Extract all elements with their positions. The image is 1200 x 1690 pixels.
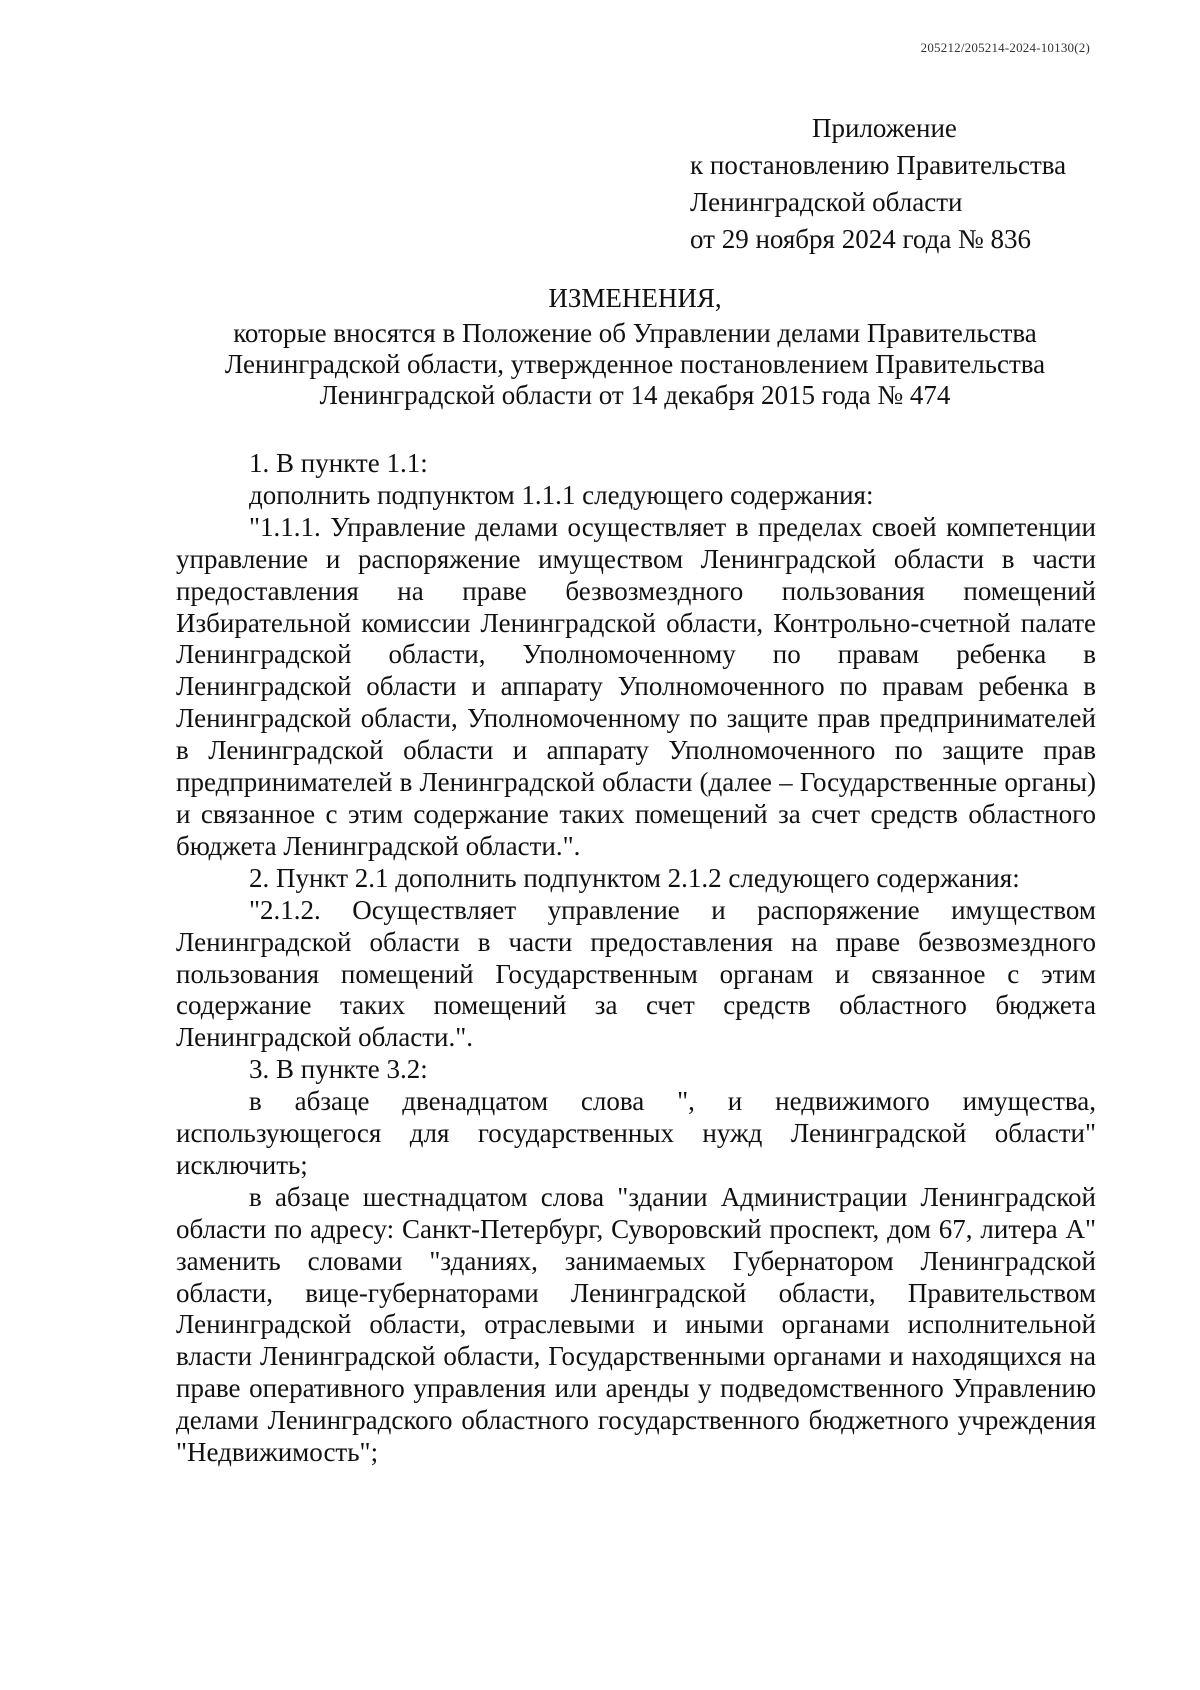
- paragraph-6: 3. В пункте 3.2:: [249, 1054, 428, 1085]
- document-id: 205212/205214-2024-10130(2): [920, 40, 1090, 55]
- document-subtitle-line-1: которые вносятся в Положение об Управлении делами Правительства: [233, 318, 1037, 348]
- paragraph-7: в абзаце двенадцатом слова ", и недвижимого имущества, использующегося для государственных нужд Ленинградской области" исключить;: [176, 1086, 1096, 1180]
- document-body: [176, 448, 1096, 1469]
- document-subtitle-line-3: Ленинградской области от 14 декабря 2015 года № 474: [319, 380, 951, 410]
- document-heading: ИЗМЕНЕНИЯ,: [548, 283, 722, 313]
- paragraph-4: 2. Пункт 2.1 дополнить подпунктом 2.1.2 следующего содержания:: [249, 862, 1020, 893]
- appendix-block: [690, 110, 1140, 258]
- appendix-label: Приложение: [812, 113, 957, 143]
- paragraph-5: "2.1.2. Осуществляет управление и распоряжение имуществом Ленинградской области в части предоставления на праве безвозмездного пользования помещений Государственным органам и связанное с этим содержание таких помещений за счет средств областного бюджета Ленинградской области.".: [176, 894, 1096, 1053]
- appendix-reference: к постановлению Правительства: [690, 150, 1067, 180]
- paragraph-8: в абзаце шестнадцатом слова "здании Администрации Ленинградской области по адресу: Санкт-Петербург, Суворовский проспект, дом 67, литера А" заменить словами "зданиях, занимаемых Губернатором Ленинградской области, вице-губернаторами Ленинградской области, Правительством Ленинградской области, отраслевыми и иными органами исполнительной власти Ленинградской области, Государственными органами и находящихся на праве оперативного управления или аренды у подведомственного Управлению делами Ленинградского областного государственного бюджетного учреждения "Недвижимость";: [176, 1181, 1096, 1468]
- paragraph-3: "1.1.1. Управление делами осуществляет в пределах своей компетенции управление и распоряжение имуществом Ленинградской области в части предоставления на праве безвозмездного пользования помещений Избирательной комиссии Ленинградской области, Контрольно-счетной палате Ленинградской области, Уполномоченному по правам ребенка в Ленинградской области и аппарату Уполномоченного по правам ребенка в Ленинградской области, Уполномоченному по защите прав предпринимателей в Ленинградской области и аппарату Уполномоченного по защите прав предпринимателей в Ленинградской области (далее – Государственные органы) и связанное с этим содержание таких помещений за счет средств областного бюджета Ленинградской области.".: [176, 511, 1096, 861]
- appendix-region: Ленинградской области: [690, 187, 963, 217]
- paragraph-1: 1. В пункте 1.1:: [249, 448, 428, 478]
- appendix-date-number: от 29 ноября 2024 года № 836: [690, 224, 1032, 254]
- paragraph-2: дополнить подпунктом 1.1.1 следующего содержания:: [249, 479, 874, 510]
- document-subtitle-line-2: Ленинградской области, утвержденное постановлением Правительства: [224, 349, 1046, 379]
- document-title-block: [170, 283, 1100, 411]
